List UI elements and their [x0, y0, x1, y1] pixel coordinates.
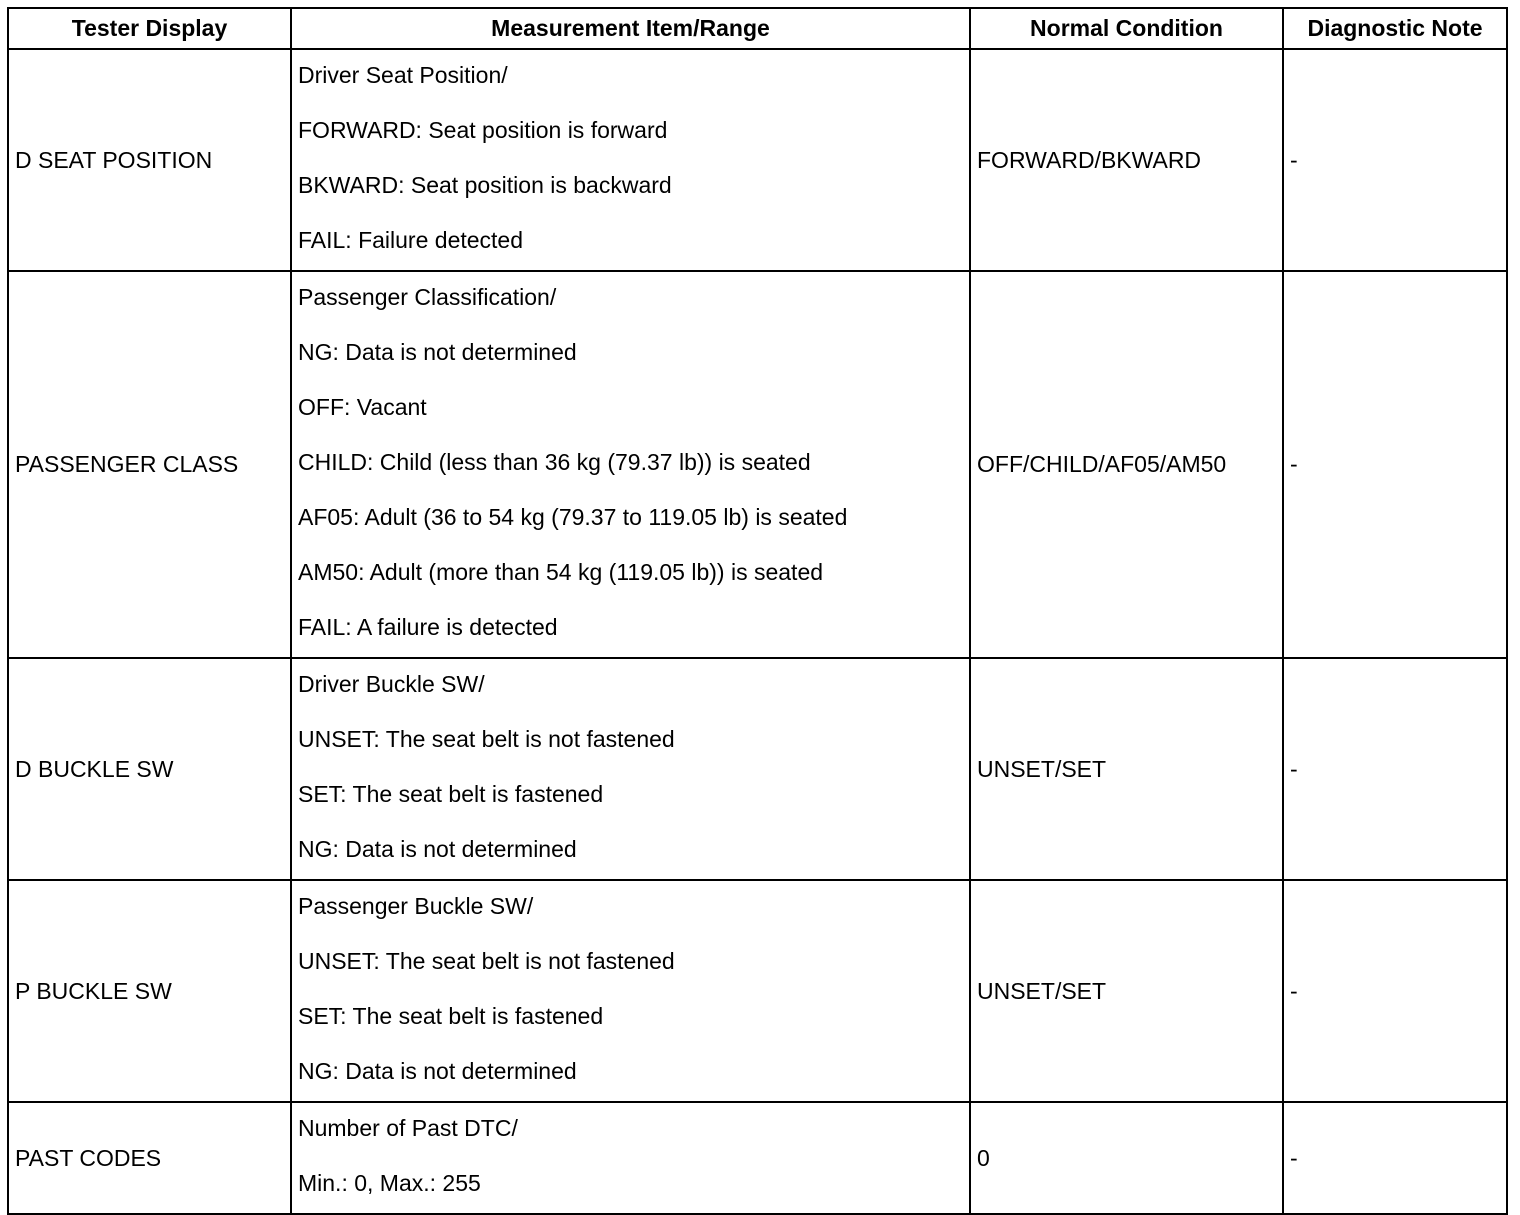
range-line: UNSET: The seat belt is not fastened: [298, 726, 675, 752]
tester-display-cell: D SEAT POSITION: [8, 49, 291, 271]
measurement-range-cell: [291, 271, 970, 658]
range-line: Passenger Classification/: [298, 284, 557, 310]
normal-condition-cell: 0: [970, 1102, 1283, 1214]
table-row: [8, 658, 1507, 880]
range-line: Driver Seat Position/: [298, 62, 508, 88]
header-measurement-item-range: Measurement Item/Range: [291, 8, 970, 49]
data-list-table: [7, 7, 1508, 1215]
range-line: AM50: Adult (more than 54 kg (119.05 lb)) is seated: [298, 559, 824, 585]
header-diagnostic-note: Diagnostic Note: [1283, 8, 1507, 49]
range-line: Passenger Buckle SW/: [298, 893, 534, 919]
range-line: FAIL: A failure is detected: [298, 614, 558, 640]
range-line: UNSET: The seat belt is not fastened: [298, 948, 675, 974]
measurement-range-cell: [291, 49, 970, 271]
range-line: BKWARD: Seat position is backward: [298, 172, 672, 198]
range-line: SET: The seat belt is fastened: [298, 781, 604, 807]
range-line: OFF: Vacant: [298, 394, 427, 420]
normal-condition-cell: UNSET/SET: [970, 658, 1283, 880]
range-line: FORWARD: Seat position is forward: [298, 117, 668, 143]
range-line: NG: Data is not determined: [298, 836, 577, 862]
normal-condition-cell: UNSET/SET: [970, 880, 1283, 1102]
range-line: SET: The seat belt is fastened: [298, 1003, 604, 1029]
table-row: [8, 49, 1507, 271]
table-row: [8, 1102, 1507, 1214]
diagnostic-note-cell: -: [1283, 271, 1507, 658]
table-row: [8, 271, 1507, 658]
diagnostic-note-cell: -: [1283, 1102, 1507, 1214]
range-line: NG: Data is not determined: [298, 339, 577, 365]
tester-display-cell: D BUCKLE SW: [8, 658, 291, 880]
tester-display-cell: PASSENGER CLASS: [8, 271, 291, 658]
tester-display-cell: PAST CODES: [8, 1102, 291, 1214]
measurement-range-cell: [291, 1102, 970, 1214]
diagnostic-note-cell: -: [1283, 658, 1507, 880]
range-line: Number of Past DTC/: [298, 1115, 518, 1141]
range-line: CHILD: Child (less than 36 kg (79.37 lb)) is seated: [298, 449, 811, 475]
table-row: [8, 880, 1507, 1102]
range-line: Min.: 0, Max.: 255: [298, 1170, 481, 1196]
normal-condition-cell: FORWARD/BKWARD: [970, 49, 1283, 271]
tester-display-cell: P BUCKLE SW: [8, 880, 291, 1102]
header-row: [8, 8, 1507, 49]
measurement-range-cell: [291, 880, 970, 1102]
range-line: AF05: Adult (36 to 54 kg (79.37 to 119.05 lb) is seated: [298, 504, 848, 530]
normal-condition-cell: OFF/CHILD/AF05/AM50: [970, 271, 1283, 658]
measurement-range-cell: [291, 658, 970, 880]
range-line: Driver Buckle SW/: [298, 671, 485, 697]
header-normal-condition: Normal Condition: [970, 8, 1283, 49]
range-line: FAIL: Failure detected: [298, 227, 524, 253]
diagnostic-note-cell: -: [1283, 49, 1507, 271]
range-line: NG: Data is not determined: [298, 1058, 577, 1084]
diagnostic-note-cell: -: [1283, 880, 1507, 1102]
header-tester-display: Tester Display: [8, 8, 291, 49]
